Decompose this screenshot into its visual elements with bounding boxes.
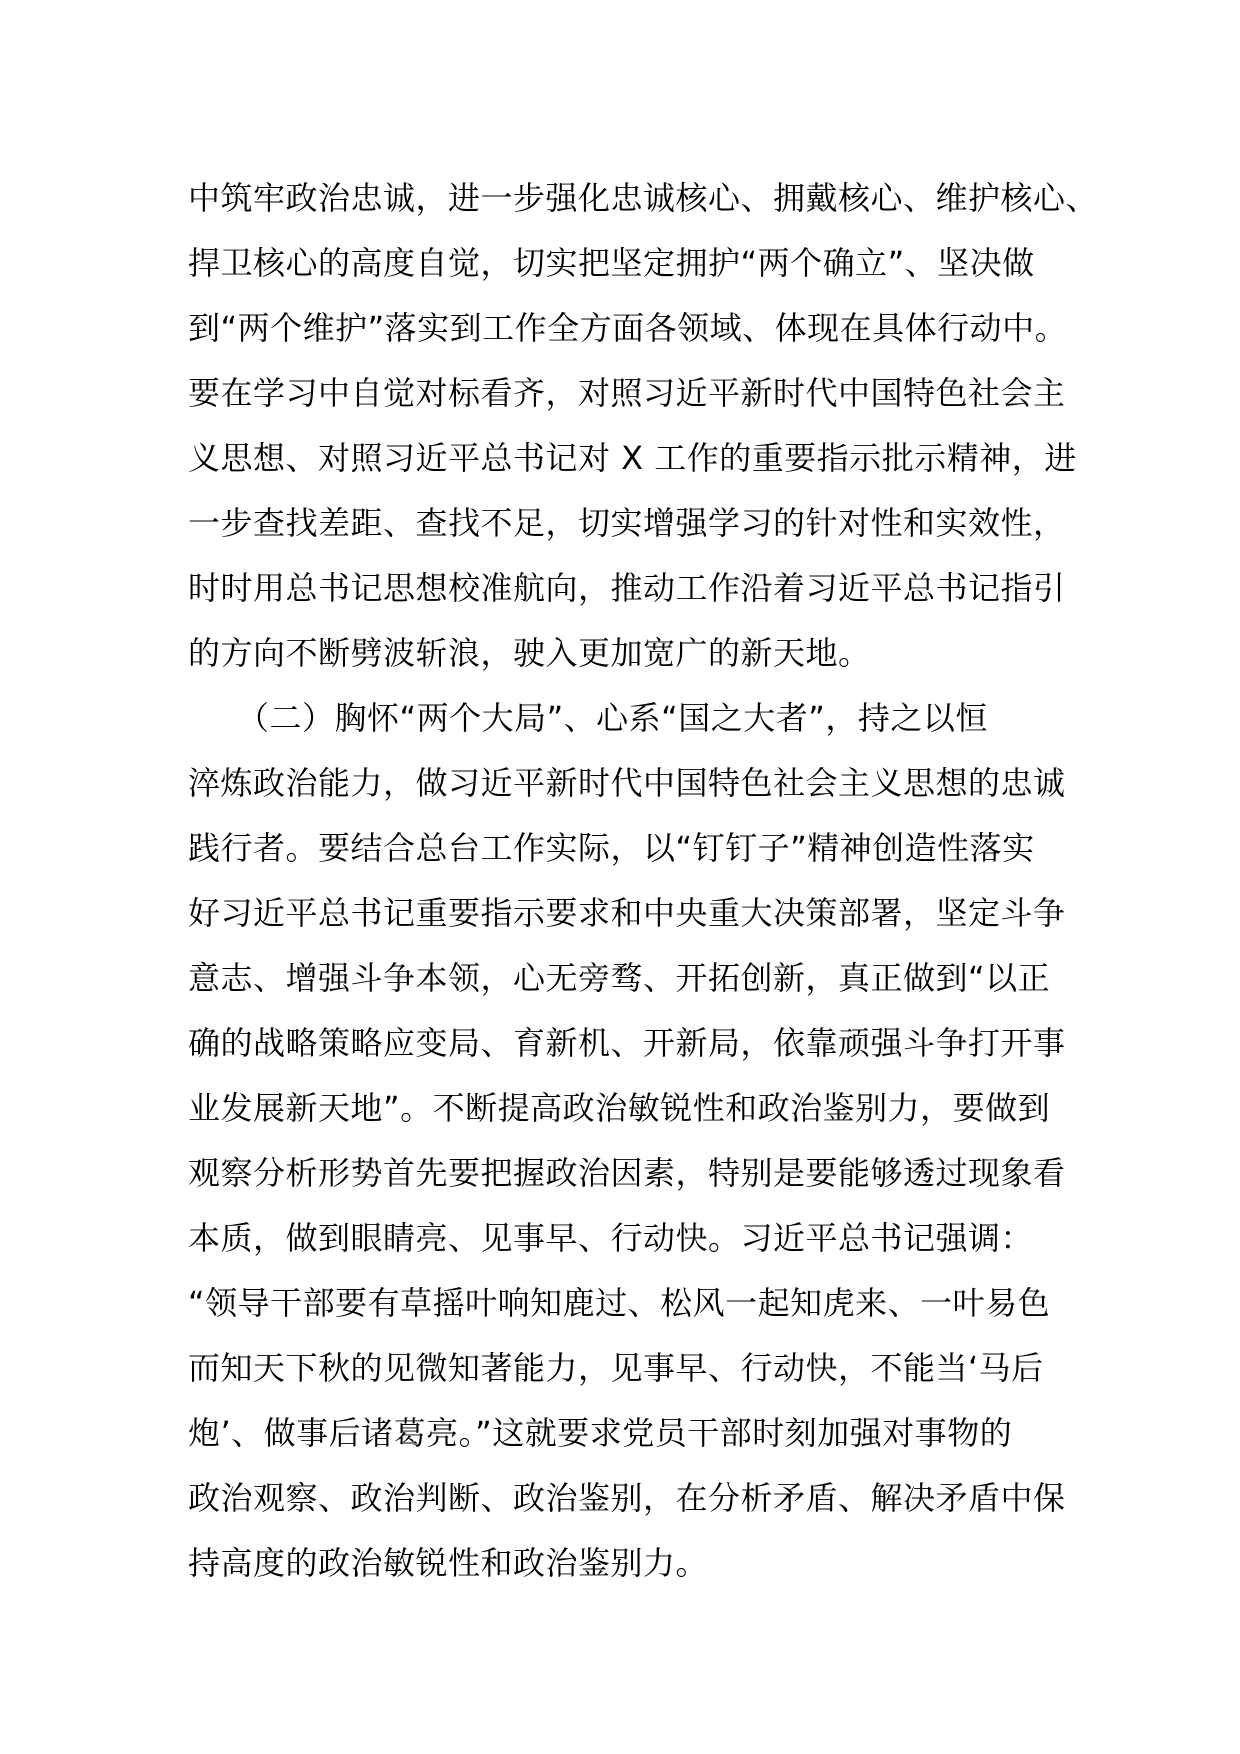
text-line: 中筑牢政治忠诚，进一步强化忠诚核心、拥戴核心、维护核心、 <box>188 179 1099 217</box>
text-line: 要在学习中自觉对标看齐，对照习近平新时代中国特色社会主 <box>188 374 1066 412</box>
text-line: 持高度的政治敏锐性和政治鉴别力。 <box>188 1544 709 1582</box>
text-line: 时时用总书记思想校准航向，推动工作沿着习近平总书记指引 <box>188 569 1066 607</box>
text-line: 确的战略策略应变局、育新机、开新局，依靠顽强斗争打开事 <box>188 1024 1066 1062</box>
text-line: 意志、增强斗争本领，心无旁骛、开拓创新，真正做到“以正 <box>188 959 1051 997</box>
quote-line: 而知天下秋的见微知著能力，见事早、行动快，不能当‘马后 <box>188 1349 1044 1387</box>
text-line: 观察分析形势首先要把握政治因素，特别是要能够透过现象看 <box>188 1154 1066 1192</box>
text-line: 政治观察、政治判断、政治鉴别，在分析矛盾、解决矛盾中保 <box>188 1479 1066 1517</box>
text-line: 业发展新天地”。不断提高政治敏锐性和政治鉴别力，要做到 <box>188 1089 1051 1127</box>
text-line: 捍卫核心的高度自觉，切实把坚定拥护“两个确立”、坚决做 <box>188 244 1035 282</box>
text-line: 一步查找差距、查找不足，切实增强学习的针对性和实效性， <box>188 504 1066 542</box>
text-line: 的方向不断劈波斩浪，驶入更加宽广的新天地。 <box>188 634 871 672</box>
text-line: 到“两个维护”落实到工作全方面各领域、体现在具体行动中。 <box>188 309 1068 347</box>
text-line: 淬炼政治能力，做习近平新时代中国特色社会主义思想的忠诚 <box>188 764 1066 802</box>
section-heading-line: （二）胸怀“两个大局”、心系“国之大者”，持之以恒 <box>188 699 988 737</box>
quote-line: 炮’、做事后诸葛亮。”这就要求党员干部时刻加强对事物的 <box>188 1414 1013 1452</box>
body-text <box>188 166 1099 1596</box>
quote-line: “领导干部要有草摇叶响知鹿过、松风一起知虎来、一叶易色 <box>188 1284 1051 1322</box>
text-line: 本质，做到眼睛亮、见事早、行动快。习近平总书记强调： <box>188 1219 1034 1257</box>
text-line: 好习近平总书记重要指示要求和中央重大决策部署，坚定斗争 <box>188 894 1066 932</box>
text-line: 践行者。要结合总台工作实际，以“钉钉子”精神创造性落实 <box>188 829 1035 867</box>
text-line: 义思想、对照习近平总书记对 X 工作的重要指示批示精神，进 <box>188 439 1077 477</box>
